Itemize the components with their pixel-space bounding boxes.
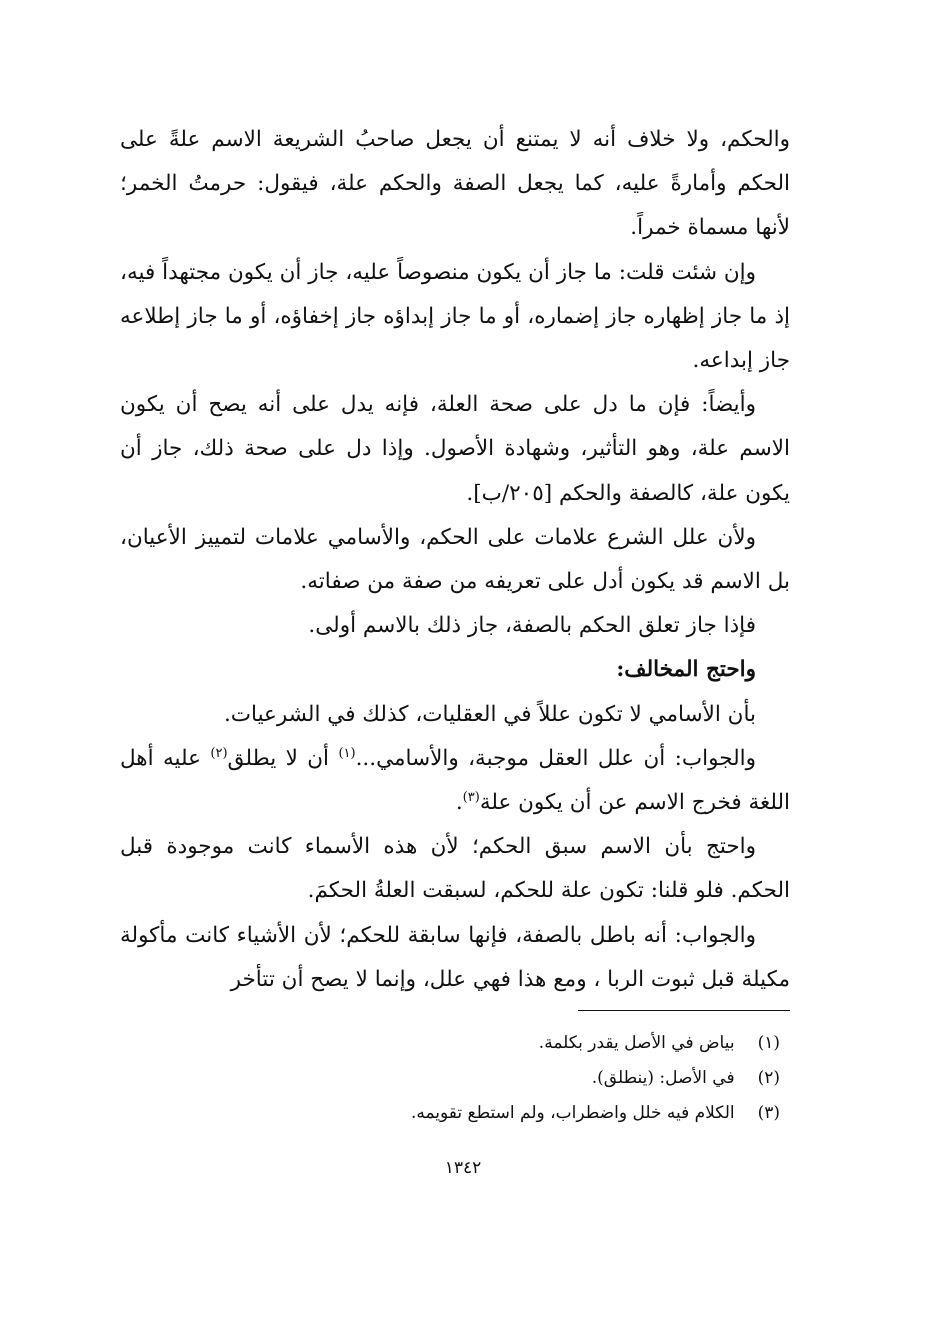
paragraph-7-part-3: عليه أهل اللغة فخرج الاسم عن أن يكون علة (120, 745, 790, 816)
page-number: ١٣٤٢ (444, 1158, 482, 1178)
footnotes (160, 1026, 780, 1131)
footnote-marker-2[interactable]: (٢) (210, 745, 228, 761)
main-text (120, 118, 790, 1002)
footnote-text: في الأصل: (ينطلق). (591, 1068, 735, 1088)
paragraph-6: بأن الأسامي لا تكون عللاً في العقليات، كذلك في الشرعيات. (223, 701, 756, 727)
footnote-marker-3[interactable]: (٣) (462, 789, 480, 805)
paragraph-8: واحتج بأن الاسم سبق الحكم؛ لأن هذه الأسماء كانت موجودة قبل الحكم. فلو قلنا: تكون علة للحكم، لسبقت العلةُ الحكمَ. (120, 834, 790, 904)
footnote-number: (١) (757, 1033, 780, 1053)
paragraph-1: والحكم، ولا خلاف أنه لا يمتنع أن يجعل صاحبُ الشريعة الاسم علةً على الحكم وأمارةً عليه، كما يجعل الصفة والحكم علة، فيقول: حرمتُ الخمر؛ لأنها مسماة خمراً. (120, 127, 790, 241)
paragraph-3: وأيضاً: فإن ما دل على صحة العلة، فإنه يدل على أنه يصح أن يكون الاسم علة، وهو التأثير، وشهادة الأصول. وإذا دل على صحة ذلك، جاز أن يكون علة، كالصفة والحكم [٢٠٥/ب]. (120, 392, 790, 506)
paragraph-7-part-2: أن لا يطلق (227, 745, 339, 771)
paragraph-7-part-4: . (455, 790, 463, 816)
paragraph-7 (120, 737, 790, 825)
footnote-1 (160, 1026, 780, 1061)
paragraph-9: والجواب: أنه باطل بالصفة، فإنها سابقة للحكم؛ لأن الأشياء كانت مأكولة مكيلة قبل ثبوت الربا ، ومع هذا فهي علل، وإنما لا يصح أن تتأخر (120, 922, 790, 992)
footnote-number: (٢) (757, 1068, 780, 1088)
footnote-text: الكلام فيه خلل واضطراب، ولم استطع تقويمه. (410, 1103, 735, 1123)
paragraph-7-part-1: والجواب: أن علل العقل موجبة، والأسامي... (355, 745, 756, 771)
paragraph-4: ولأن علل الشرع علامات على الحكم، والأسامي علامات لتمييز الأعيان، بل الاسم قد يكون أدل على تعريفه من صفة من صفاته. (120, 524, 790, 595)
footnote-text: بياض في الأصل يقدر بكلمة. (538, 1033, 735, 1053)
section-heading: واحتج المخالف: (616, 657, 756, 683)
footnote-3 (160, 1096, 780, 1131)
paragraph-2: وإن شئت قلت: ما جاز أن يكون منصوصاً عليه، جاز أن يكون مجتهداً فيه، إذ ما جاز إظهاره جاز إضماره، أو ما جاز إبداؤه جاز إخفاؤه، أو ما جاز إطلاعه جاز إبداعه. (120, 259, 790, 374)
footnote-marker-1[interactable]: (١) (338, 745, 356, 761)
paragraph-5: فإذا جاز تعلق الحكم بالصفة، جاز ذلك بالاسم أولى. (308, 613, 756, 639)
footnote-divider (578, 1010, 790, 1011)
footnote-2 (160, 1061, 780, 1096)
footnote-number: (٣) (757, 1103, 780, 1123)
